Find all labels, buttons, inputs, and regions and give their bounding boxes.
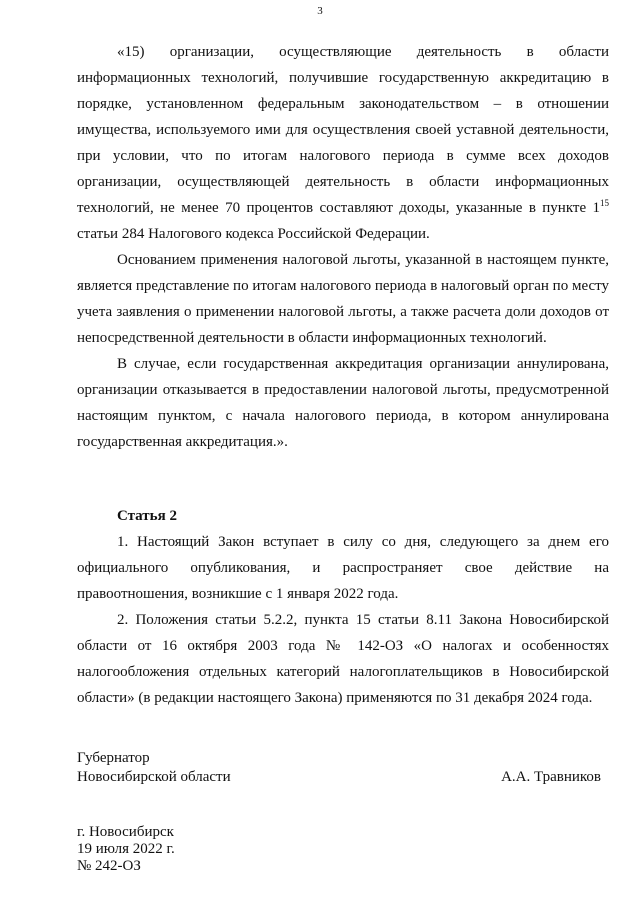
paragraph-item-15 [77,39,609,247]
article-2-item-2: 2. Положения статьи 5.2.2, пункта 15 статьи 8.11 Закона Новосибирской области от 16 октября 2003 года № 142-ОЗ «О налогах и особенностях налогообложения отдельных категорий налогоплательщиков в Новосибирской области» (в редакции настоящего Закона) применяются по 31 декабря 2024 года. [77,612,609,706]
city-line: г. Новосибирск [77,824,174,840]
place-date-block [77,824,175,875]
date-line: 19 июля 2022 г. [77,841,175,857]
paragraph-basis: Основанием применения налоговой льготы, указанной в настоящем пункте, является представление по итогам налогового периода в налоговый орган по месту учета заявления о применении налоговой льготы, а также расчета доли доходов от непосредственной деятельности в области информационных технологий. [77,252,609,346]
paragraph-item-15-text: «15) организации, осуществляющие деятельность в области информационных технологий, получившие государственную аккредитацию в порядке, установленном федеральным законодательством – в отношении имущества, используемого ими для осуществления своей уставной деятельности, при условии, что по итогам налогового периода в сумме всех доходов организации, осуществляющей деятельность в области информационных технологий, не менее 70 процентов составляют доходы, указанные в пункте 1 [77,44,609,216]
signer-title-line2: Новосибирской области [77,769,231,785]
page-number: 3 [317,5,323,17]
signer-row [77,768,601,787]
article-2-heading: Статья 2 [117,508,177,524]
paragraph-annulment: В случае, если государственная аккредитация организации аннулирована, организации отказывается в предоставлении налоговой льготы, предусмотренной настоящим пунктом, с начала налогового периода, в котором аннулирована государственная аккредитация.». [77,356,609,450]
signature-block [77,749,601,787]
signer-title-line1: Губернатор [77,750,150,766]
signer-name: А.А. Травников [501,769,601,785]
article-2-item-1: 1. Настоящий Закон вступает в силу со дня, следующего за днем его официального опубликования, и распространяет свое действие на правоотношения, возникшие с 1 января 2022 года. [77,534,609,602]
document-body [77,39,609,711]
paragraph-item-15-tail: статьи 284 Налогового кодекса Российской Федерации. [77,226,430,242]
law-number-line: № 242-ОЗ [77,858,141,874]
superscript-reference: 15 [600,198,609,208]
